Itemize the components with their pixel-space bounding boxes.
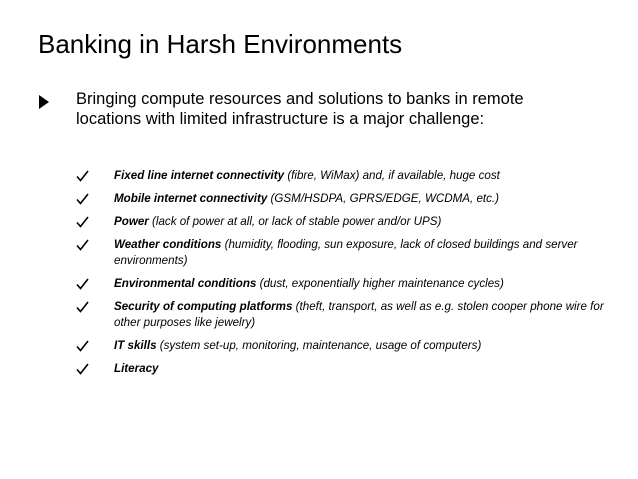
checkmark-icon — [76, 193, 89, 205]
list-item — [76, 338, 616, 354]
item-detail: (dust, exponentially higher maintenance cycles) — [256, 277, 504, 290]
item-heading: IT skills — [114, 339, 157, 352]
challenge-list — [76, 168, 616, 384]
item-heading: Mobile internet connectivity — [114, 192, 268, 205]
list-item — [76, 191, 616, 207]
list-item — [76, 214, 616, 230]
checkmark-icon — [76, 239, 89, 251]
item-heading: Power — [114, 215, 149, 228]
item-heading: Weather conditions — [114, 238, 222, 251]
item-detail: (system set-up, monitoring, maintenance, usage of computers) — [156, 339, 482, 352]
list-item — [76, 168, 616, 184]
item-heading: Fixed line internet connectivity — [114, 169, 285, 182]
triangle-bullet-icon — [38, 94, 50, 110]
checkmark-icon — [76, 216, 89, 228]
checkmark-icon — [76, 340, 89, 352]
list-item — [76, 299, 616, 331]
list-item — [76, 237, 616, 269]
checkmark-icon — [76, 278, 89, 290]
item-heading: Security of computing platforms — [114, 300, 293, 313]
checkmark-icon — [76, 170, 89, 182]
main-bullet-text: Bringing compute resources and solutions to banks in remote locations with limited infrastructure is a major challenge: — [76, 90, 524, 128]
item-detail: (GSM/HSDPA, GPRS/EDGE, WCDMA, etc.) — [267, 192, 500, 205]
item-detail: (fibre, WiMax) and, if available, huge cost — [284, 169, 500, 182]
item-detail: (theft, transport, as well as e.g. stolen cooper phone wire for other purposes like jewelry) — [114, 300, 604, 329]
item-heading: Literacy — [114, 362, 159, 375]
item-detail: (lack of power at all, or lack of stable power and/or UPS) — [148, 215, 442, 228]
item-detail: (humidity, flooding, sun exposure, lack of closed buildings and server environments) — [114, 238, 578, 267]
checkmark-icon — [76, 301, 89, 313]
item-heading: Environmental conditions — [114, 277, 257, 290]
slide-title: Banking in Harsh Environments — [38, 29, 403, 59]
list-item — [76, 361, 616, 377]
list-item — [76, 276, 616, 292]
checkmark-icon — [76, 363, 89, 375]
